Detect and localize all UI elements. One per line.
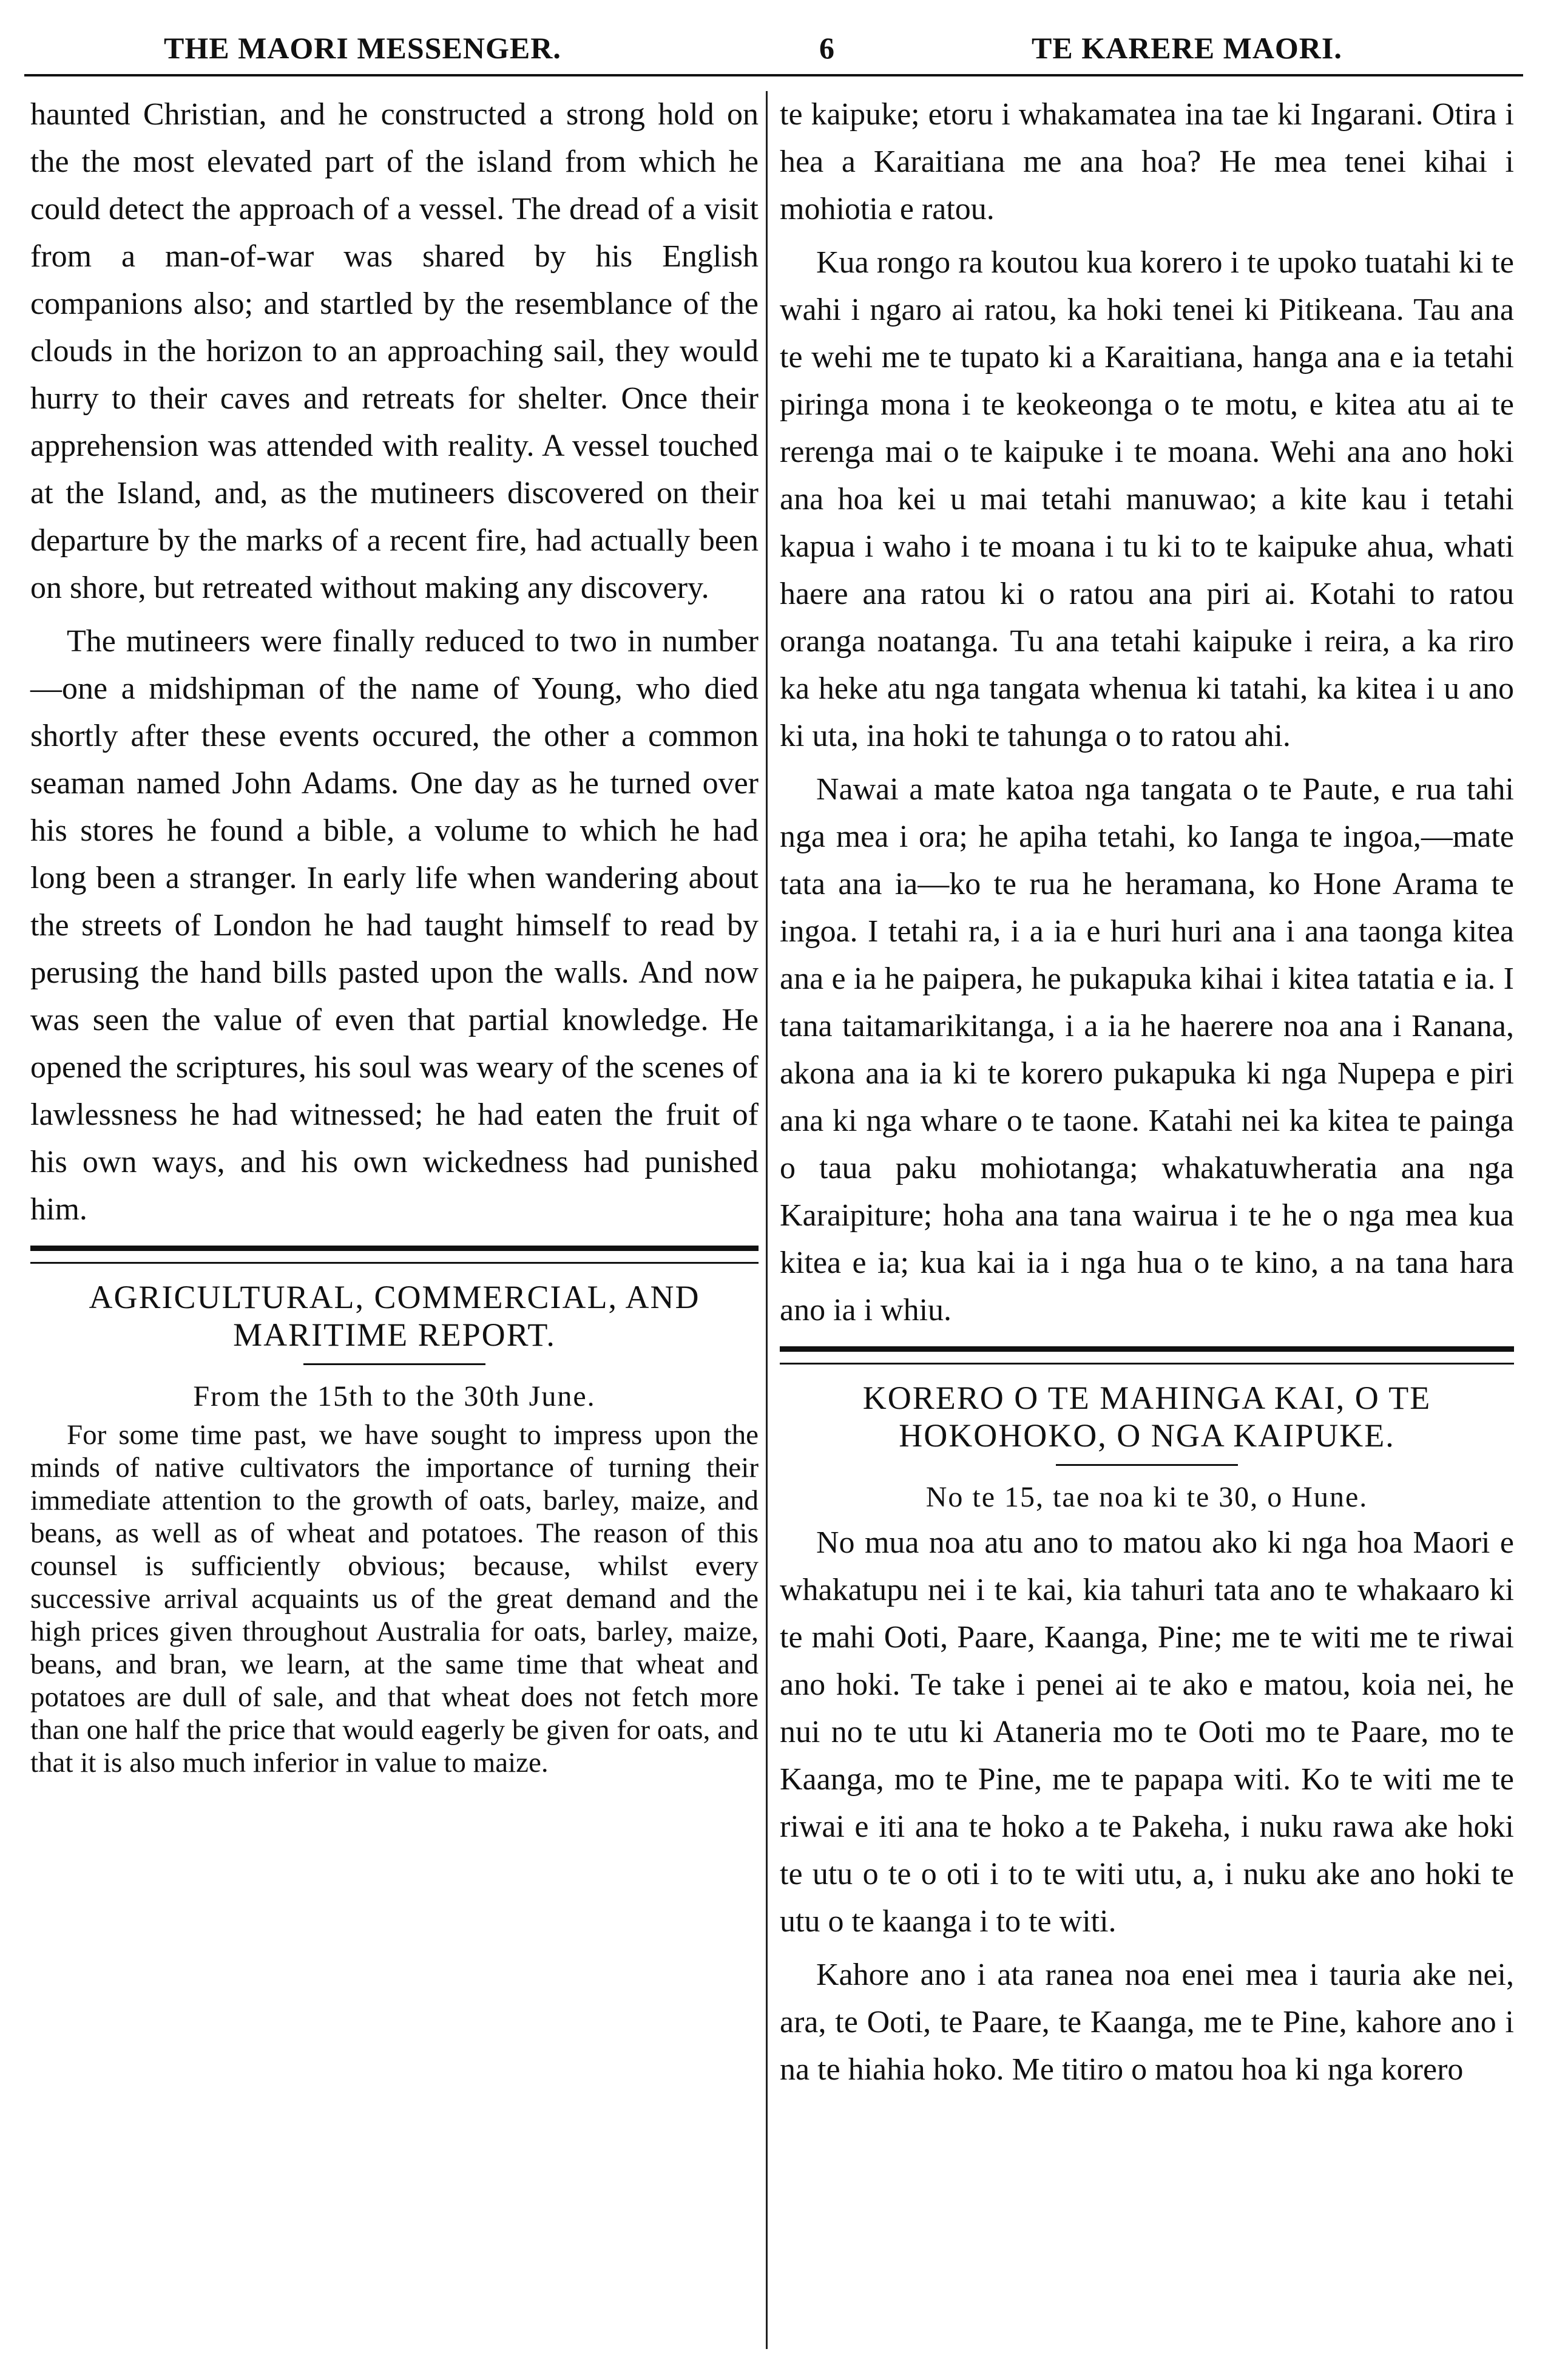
maori-paragraph-3: Nawai a mate katoa nga tangata o te Paute, e rua tahi nga mea i ora; he apiha tetahi, ko Ianga te ingoa,—mate tata ana ia—ko te rua he heramana, ko Hone Arama te ingoa. I tetahi ra, i a ia e huri huri ana i ana taonga kitea ana e ia he paipera, he pukapuka kihai i kitea tatatia e ia. I tana taitamarikitanga, i a ia he haerere noa ana i Ranana, akona ana ia ki te korero pukapuka ki nga Nupepa e piri ana ki nga whare o te taone. Katahi nei ka kitea te painga o taua paku mohiotanga; whakatuwheratia ana nga Karaipiture; hoha ana tana wairua i te he o nga mea kua kitea e ia; kua kai ia i nga hua o te kino, a na tana hara ano ia i whiu.: [780, 772, 1514, 1327]
running-head: [73, 24, 1512, 67]
maori-report-paragraph-2: Kahore ano i ata ranea noa enei mea i tauria ake nei, ara, te Ooti, te Paare, te Kaanga, me te Pine, kahore ano i na te hiahia hoko. Me titiro o matou hoa ki nga korero: [780, 1958, 1514, 2087]
maori-section-title: KORERO O TE MAHINGA KAI, O TE HOKOHOKO, O NGA KAIPUKE.: [862, 1380, 1431, 1454]
english-report-paragraph: For some time past, we have sought to impress upon the minds of native cultivators the importance of turning their immediate attention to the growth of oats, barley, maize, and beans, as well as of wheat and potatoes. The reason of this counsel is sufficiently obvious; because, whilst every successive arrival acquaints us of the great demand and the high prices given throughout Australia for oats, barley, maize, beans, and bran, we learn, at the same time that wheat and potatoes are dull of sale, and that wheat does not fetch more than one half the price that would eagerly be given for oats, and that it is also much inferior in value to maize.: [30, 1419, 759, 1778]
maori-column: [780, 91, 1514, 2100]
running-head-maori-title: TE KARERE MAORI.: [1032, 31, 1342, 65]
section-divider: [780, 1346, 1514, 1365]
maori-paragraph-2: Kua rongo ra koutou kua korero i te upoko tuatahi ki te wahi i ngaro ai ratou, ka hoki tenei ki Pitikeana. Tau ana te wehi me te tupato ki a Karaitiana, hanga ana e ia tetahi piringa mona i te keokeonga o te motu, e kitea atu ai te rerenga mai o te kaipuke i te moana. Wehi ana ano hoki ana hoa kei u mai tetahi manuwao; a kite kau i tetahi kapua i waho i te moana i tu ki to te kaipuke ahua, whati haere ana ratou ki o ratou ana piri ai. Kotahi to ratou oranga noatanga. Tu ana tetahi kaipuke i reira, a ka riro ka heke atu nga tangata whenua ki tatahi, ka kitea i u ano ki uta, ina hoki te tahunga o to ratou ahi.: [780, 245, 1514, 753]
running-head-english-title: THE MAORI MESSENGER.: [164, 31, 561, 65]
english-section-title: AGRICULTURAL, COMMERCIAL, AND MARITIME REPORT.: [89, 1279, 700, 1353]
column-divider: [766, 91, 768, 2349]
maori-report-paragraph-1: No mua noa atu ano to matou ako ki nga hoa Maori e whakatupu nei i te kai, kia tahuri tata ano te whakaaro ki te mahi Ooti, Paare, Kaanga, Pine; me te witi me te riwai ano hoki. Te take i penei ai te ako e matou, koia nei, he nui no te utu ki Ataneria mo te Ooti mo te Paare, mo te Kaanga, mo te Pine, me te papapa witi. Ko te witi me te riwai e iti ana te hoko a te Pakeha, i nuku rawa ake hoki te utu o te o oti i to te witi utu, a, i nuku ake ano hoki te utu o te kaanga i to te witi.: [780, 1525, 1514, 1939]
english-dateline: From the 15th to the 30th June.: [193, 1380, 596, 1412]
maori-dateline: No te 15, tae noa ki te 30, o Hune.: [925, 1481, 1368, 1513]
section-divider: [30, 1246, 759, 1264]
english-column: [30, 91, 759, 1785]
maori-paragraph-1: te kaipuke; etoru i whakamatea ina tae ki Ingarani. Otira i hea a Karaitiana me ana hoa? He mea tenei kihai i mohiotia e ratou.: [780, 97, 1514, 226]
title-underline: [303, 1363, 485, 1365]
header-rule: [24, 74, 1523, 76]
page-number: 6: [819, 31, 835, 65]
english-paragraph-1: haunted Christian, and he constructed a strong hold on the the most elevated part of the island from which he could detect the approach of a vessel. The dread of a visit from a man-of-war was shared by his English companions also; and startled by the resemblance of the clouds in the horizon to an approaching sail, they would hurry to their caves and retreats for shelter. Once their apprehension was attended with reality. A vessel touched at the Island, and, as the mutineers discovered on their departure by the marks of a recent fire, had actually been on shore, but retreated without making any discovery.: [30, 97, 759, 605]
english-paragraph-2: The mutineers were finally reduced to two in number—one a midshipman of the name of Young, who died shortly after these events occured, the other a common seaman named John Adams. One day as he turned over his stores he found a bible, a volume to which he had long been a stranger. In early life when wandering about the streets of London he had taught himself to read by perusing the hand bills pasted upon the walls. And now was seen the value of even that partial knowledge. He opened the scriptures, his soul was weary of the scenes of lawlessness he had witnessed; he had eaten the fruit of his own ways, and his own wickedness had punished him.: [30, 624, 759, 1227]
title-underline: [1056, 1464, 1238, 1466]
